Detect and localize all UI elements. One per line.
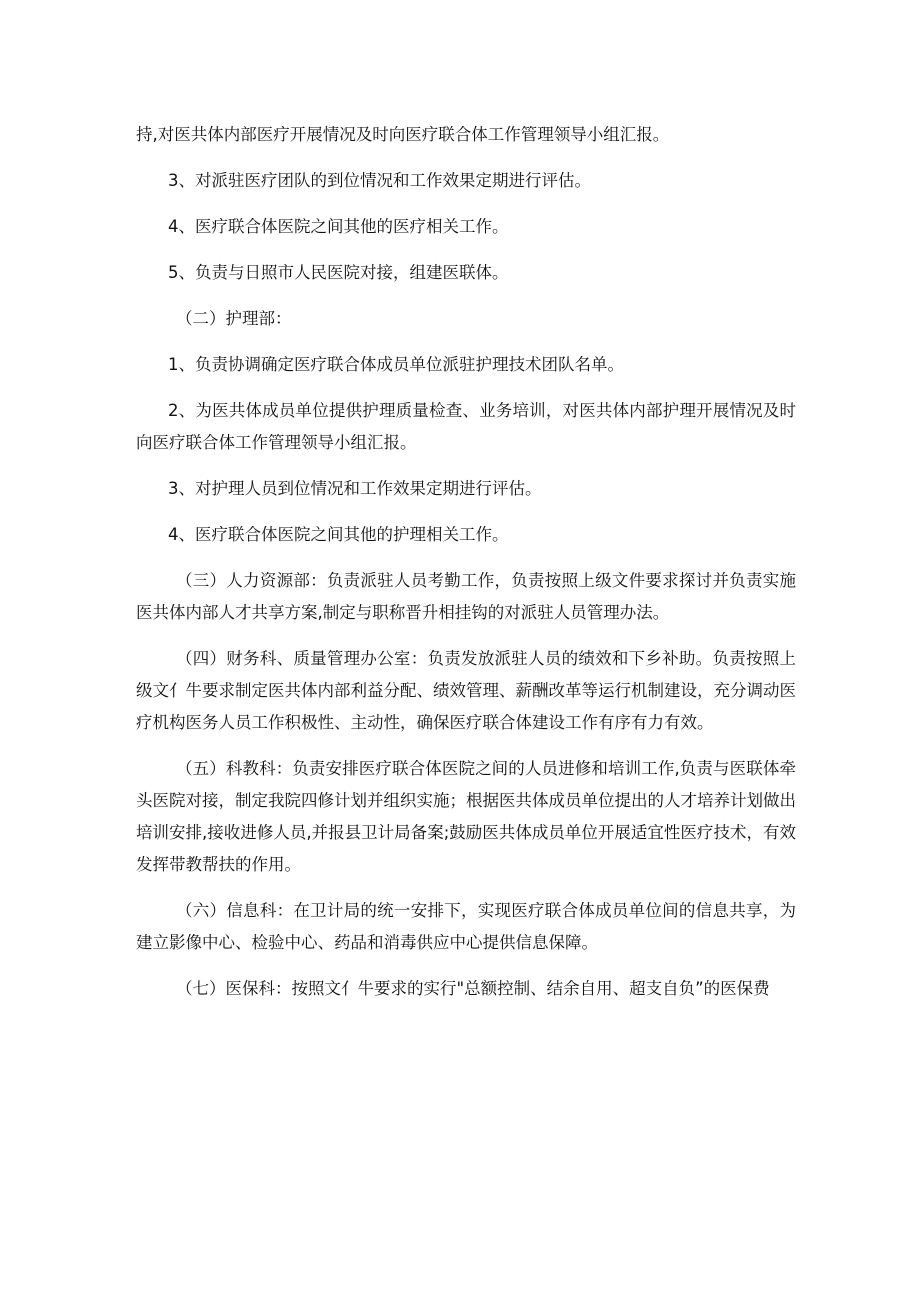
paragraph-item-3-nursing: 3、对护理人员到位情况和工作效果定期进行评估。 <box>168 479 542 498</box>
paragraph-item-5-medical: 5、负责与日照市人民医院对接，组建医联体。 <box>168 263 509 282</box>
section-information: （六）信息科：在卫计局的统一安排下，实现医疗联合体成员单位间的信息共享，为建立影像中心、检验中心、药品和消毒供应中心提供信息保障。 <box>136 901 796 952</box>
paragraph-continuation: 持,对医共体内部医疗开展情况及时向医疗联合体工作管理领导小组汇报。 <box>136 125 670 144</box>
paragraph-item-4-medical: 4、医疗联合体医院之间其他的医疗相关工作。 <box>168 217 509 236</box>
section-heading-nursing: （二）护理部： <box>176 309 292 328</box>
section-finance-quality: （四）财务科、质量管理办公室：负责发放派驻人员的绩效和下乡补助。负责按照上级文亻牛要求制定医共体内部利益分配、绩效管理、薪酬改革等运行机制建设，充分调动医疗机构医务人员工作积极性、主动性，确保医疗联合体建设工作有序有力有效。 <box>136 649 796 732</box>
paragraph-item-1-nursing: 1、负责协调确定医疗联合体成员单位派驻护理技术团队名单。 <box>168 355 624 374</box>
section-education: （五）科教科：负责安排医疗联合体医院之间的人员进修和培训工作,负责与医联体牵头医院对接，制定我院四修计划并组织实施；根据医共体成员单位提出的人才培养计划做出培训安排,接收进修人员,并报县卫计局备案;鼓励医共体成员单位开展适宜性医疗技术，有效发挥带教帮扶的作用。 <box>136 759 796 874</box>
section-medical-insurance: （七）医保科：按照文亻牛要求的实行"总额控制、结余自用、超支自负”的医保费 <box>176 979 770 998</box>
paragraph-item-3-medical: 3、对派驻医疗团队的到位情况和工作效果定期进行评估。 <box>168 171 591 190</box>
document-body <box>136 119 796 1005</box>
section-human-resources: （三）人力资源部：负责派驻人员考勤工作，负责按照上级文件要求探讨并负责实施医共体内部人才共享方案,制定与职称晋升相挂钩的对派驻人员管理办法。 <box>136 571 796 622</box>
paragraph-item-2-nursing: 2、为医共体成员单位提供护理质量检查、业务培训，对医共体内部护理开展情况及时向医疗联合体工作管理领导小组汇报。 <box>136 401 796 452</box>
paragraph-item-4-nursing: 4、医疗联合体医院之间其他的护理相关工作。 <box>168 525 509 544</box>
